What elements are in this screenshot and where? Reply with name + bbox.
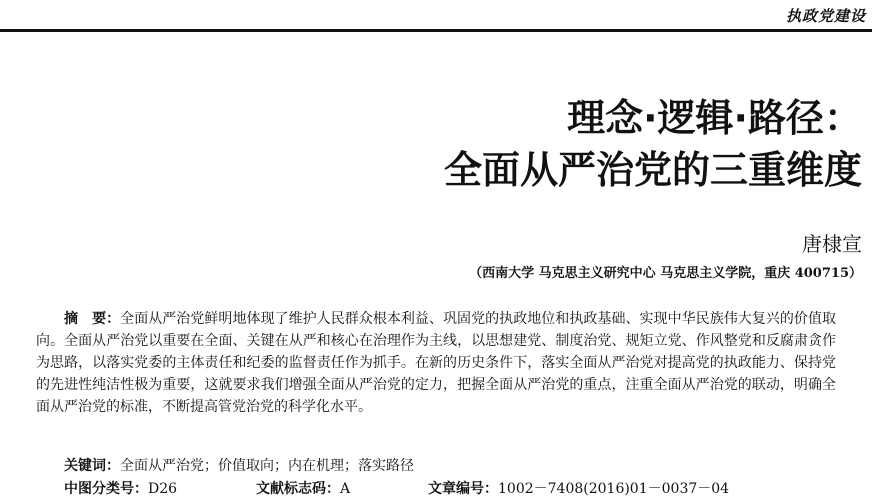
article-title-line-2: 全面从严治党的三重维度 (443, 148, 862, 192)
clc-label: 中图分类号： (64, 481, 148, 497)
document-code-label: 文献标志码： (256, 481, 340, 497)
article-number-label: 文章编号： (428, 481, 498, 497)
keywords-text: 全面从严治党；价值取向；内在机理；落实路径 (120, 458, 414, 474)
document-code (256, 478, 350, 498)
abstract-label: 摘 要： (64, 311, 121, 327)
clc-value: D26 (148, 481, 178, 497)
article-title (444, 92, 862, 196)
abstract-text: 全面从严治党鲜明地体现了维护人民群众根本利益、巩固党的执政地位和执政基础、实现中华民族伟大复兴的价值取向。全面从严治党以重要在全面、关键在从严和核心在治理作为主线，以思想建党、制度治党、规矩立党、作风整党和反腐肃贪作为思路，以落实党委的主体责任和纪委的监督责任作为抓手。在新的历史条件下，落实全面从严治党对提高党的执政能力、保持党的先进性纯洁性极为重要，这就要求我们增强全面从严治党的定力，把握全面从严治党的重点，注重全面从严治党的联动，明确全面从严治党的标准，不断提高管党治党的科学化水平。 (36, 311, 837, 415)
article-number (428, 478, 729, 498)
section-tag: 执政党建设 (785, 7, 866, 25)
keywords (64, 455, 414, 475)
document-code-value: A (340, 481, 351, 497)
keywords-label: 关键词： (64, 458, 120, 474)
header-rule (0, 29, 872, 32)
article-title-line-1: 理念·逻辑·路径： (567, 96, 862, 140)
abstract (36, 308, 836, 418)
clc-number (64, 478, 177, 498)
article-number-value: 1002－7408(2016)01－0037－04 (498, 481, 730, 497)
author-affiliation: （西南大学 马克思主义研究中心 马克思主义学院，重庆 400715） (469, 266, 862, 281)
author-name: 唐棣宣 (802, 232, 862, 256)
